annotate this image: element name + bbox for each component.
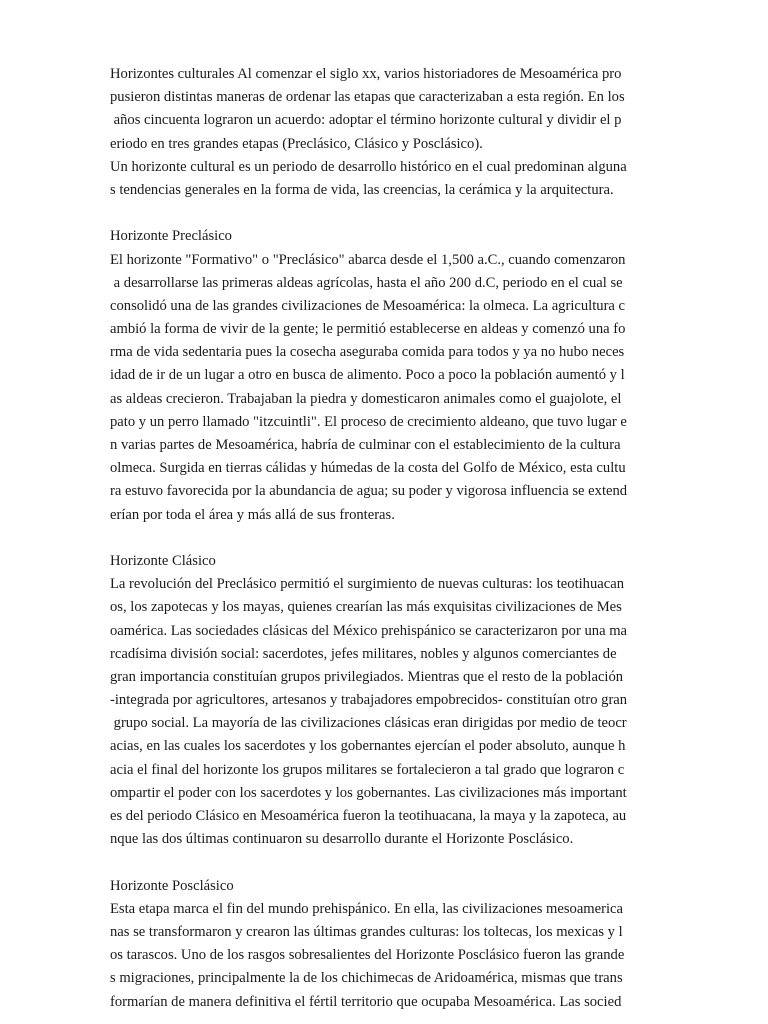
- text-line: formarían de manera definitiva el fértil territorio que ocupaba Mesoamérica. Las socied: [110, 993, 622, 1010]
- text-line: Esta etapa marca el fin del mundo prehispánico. En ella, las civilizaciones mesoamerica: [110, 900, 624, 917]
- text-line: acia el final del horizonte los grupos militares se fortalecieron a tal grado que lograron c: [110, 761, 625, 778]
- section-heading: Horizonte Preclásico: [110, 228, 232, 245]
- text-line: s tendencias generales en la forma de vida, las creencias, la cerámica y la arquitectura.: [110, 181, 614, 198]
- text-line: grupo social. La mayoría de las civilizaciones clásicas eran dirigidas por medio de teocr: [110, 715, 627, 732]
- text-line: as aldeas crecieron. Trabajaban la piedra y domesticaron animales como el guajolote, el: [110, 390, 622, 407]
- text-line: consolidó una de las grandes civilizaciones de Mesoamérica: la olmeca. La agricultura c: [110, 297, 626, 314]
- text-line: ambió la forma de vivir de la gente; le permitió establecerse en aldeas y comenzó una fo: [110, 321, 626, 338]
- text-line: El horizonte "Formativo" o "Preclásico" abarca desde el 1,500 a.C., cuando comenzaron: [110, 251, 626, 268]
- text-line: es del periodo Clásico en Mesoamérica fueron la teotihuacana, la maya y la zapoteca, au: [110, 808, 627, 824]
- text-line: Horizontes culturales Al comenzar el siglo xx, varios historiadores de Mesoamérica pro: [110, 66, 622, 82]
- text-line: eriodo en tres grandes etapas (Preclásico, Clásico y Posclásico).: [110, 135, 483, 152]
- paragraph-gap: [110, 851, 670, 874]
- text-line: rcadísima división social: sacerdotes, jefes militares, nobles y algunos comerciantes de: [110, 645, 617, 662]
- text-line: erían por toda el área y más allá de sus fronteras.: [110, 506, 395, 523]
- preclasico-section: [110, 225, 670, 526]
- text-line: os, los zapotecas y los mayas, quienes crearían las más exquisitas civilizaciones de Mes: [110, 599, 622, 616]
- text-line: acias, en las cuales los sacerdotes y los gobernantes ejercían el poder absoluto, aunque h: [110, 738, 626, 755]
- text-line: idad de ir de un lugar a otro en busca de alimento. Poco a poco la población aumentó y l: [110, 367, 625, 384]
- section-heading: Horizonte Clásico: [110, 552, 216, 569]
- section-heading: Horizonte Posclásico: [110, 877, 234, 894]
- text-line: nas se transformaron y crearon las últimas grandes culturas: los toltecas, los mexicas y l: [110, 923, 623, 940]
- paragraph-gap: [110, 527, 670, 550]
- text-line: a desarrollarse las primeras aldeas agrícolas, hasta el año 200 d.C, periodo en el cual se: [110, 274, 623, 291]
- text-line: n varias partes de Mesoamérica, habría de culminar con el establecimiento de la cultura: [110, 437, 621, 453]
- text-line: años cincuenta lograron un acuerdo: adoptar el término horizonte cultural y dividir el p: [110, 112, 622, 129]
- paragraph-gap: [110, 202, 670, 225]
- clasico-section: [110, 550, 670, 851]
- text-line: La revolución del Preclásico permitió el surgimiento de nuevas culturas: los teotihuacan: [110, 576, 625, 593]
- text-line: os tarascos. Uno de los rasgos sobresalientes del Horizonte Posclásico fueron las grande: [110, 947, 625, 964]
- text-line: -integrada por agricultores, artesanos y trabajadores empobrecidos- constituían otro gran: [110, 692, 628, 709]
- text-line: Un horizonte cultural es un periodo de desarrollo histórico en el cual predominan alguna: [110, 158, 627, 175]
- text-line: ompartir el poder con los sacerdotes y los gobernantes. Las civilizaciones más important: [110, 784, 627, 801]
- text-line: pato y un perro llamado "itzcuintli". El proceso de crecimiento aldeano, que tuvo lugar e: [110, 413, 627, 430]
- text-line: rma de vida sedentaria pues la cosecha aseguraba comida para todos y ya no hubo neces: [110, 344, 625, 361]
- text-line: nque las dos últimas continuaron su desarrollo durante el Horizonte Posclásico.: [110, 831, 574, 848]
- intro-section: [110, 63, 670, 202]
- text-line: gran importancia constituían grupos privilegiados. Mientras que el resto de la población: [110, 668, 624, 685]
- text-line: oamérica. Las sociedades clásicas del México prehispánico se caracterizaron por una ma: [110, 622, 628, 639]
- text-line: ra estuvo favorecida por la abundancia de agua; su poder y vigorosa influencia se extend: [110, 483, 628, 500]
- text-line: pusieron distintas maneras de ordenar las etapas que caracterizaban a esta región. En los: [110, 89, 625, 106]
- text-line: s migraciones, principalmente la de los chichimecas de Aridoamérica, mismas que trans: [110, 970, 623, 987]
- posclasico-section: [110, 875, 670, 1014]
- text-line: olmeca. Surgida en tierras cálidas y húmedas de la costa del Golfo de México, esta cultu: [110, 460, 626, 477]
- document-page: [110, 63, 670, 1014]
